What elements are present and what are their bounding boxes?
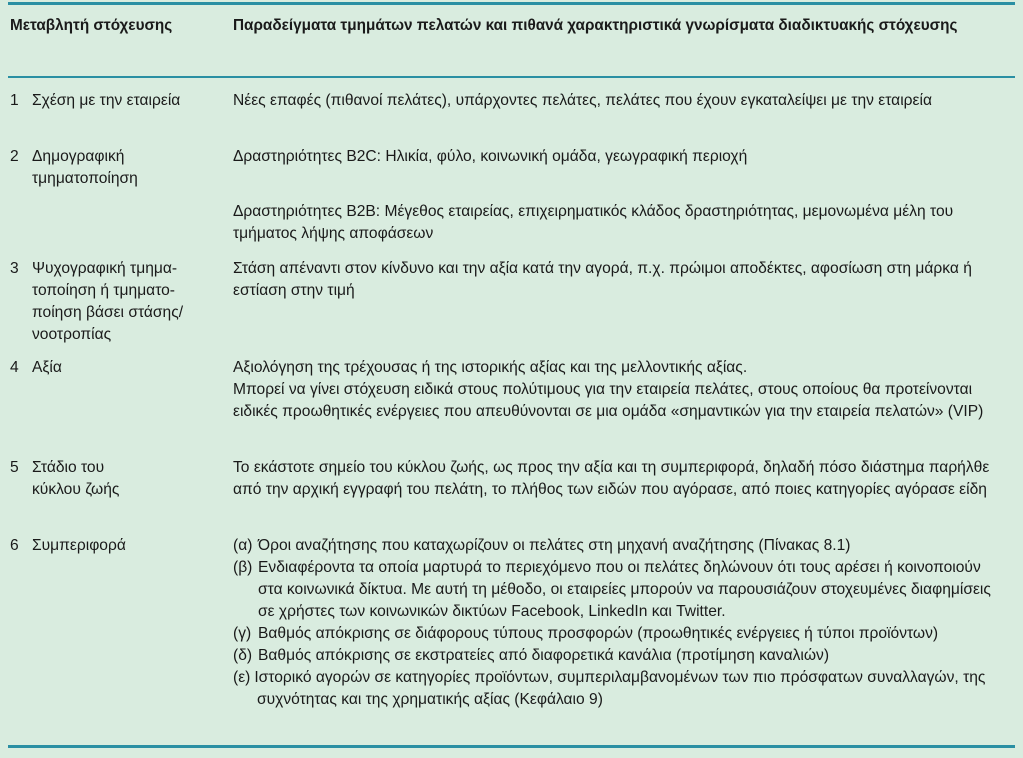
row-description-line: Αξιολόγηση της τρέχουσας ή της ιστορικής αξίας και της μελλοντικής αξίας. xyxy=(233,359,748,376)
list-item-marker: (γ) xyxy=(233,625,252,642)
row-label-line: Ψυχογραφική τμημα- xyxy=(32,260,178,277)
row-description: Δραστηριότητες B2C: Ηλικία, φύλο, κοινωνική ομάδα, γεωγραφική περιοχή xyxy=(233,148,748,165)
header-rule xyxy=(8,76,1015,78)
row-number: 1 xyxy=(10,92,19,109)
row-number: 5 xyxy=(10,459,19,476)
list-item xyxy=(233,667,992,711)
row-label-line: νοοτροπίας xyxy=(32,326,112,343)
list-item xyxy=(233,535,1003,557)
list-item xyxy=(233,645,1003,667)
list-item xyxy=(233,623,978,645)
row-description xyxy=(233,357,1013,423)
list-item-text: Ενδιαφέροντα τα οποία μαρτυρά το περιεχόμενο που οι πελάτες δηλώνουν ότι τους αρέσει ή κοινοποιούν στα κοινωνικά δίκτυα. Με αυτή τη μέθοδο, οι εταιρείες μπορούν να παρουσιάζουν στοχευμένες διαφημίσεις σε χρήστες των κοινωνικών δικτύων Facebook, LinkedIn και Twitter. xyxy=(258,559,991,620)
row-description: Το εκάστοτε σημείο του κύκλου ζωής, ως προς την αξία και τη συμπεριφορά, δηλαδή πόσο διάστημα παρήλθε από την αρχική εγγραφή του πελάτη, το πλήθος των ειδών που αγόρασε, από ποιες κατηγορίες αγόρασε είδη xyxy=(233,459,990,498)
list-item-text: Όροι αναζήτησης που καταχωρίζουν οι πελάτες στη μηχανή αναζήτησης (Πίνακας 8.1) xyxy=(258,537,851,554)
row-description: Στάση απέναντι στον κίνδυνο και την αξία κατά την αγορά, π.χ. πρώιμοι αποδέκτες, αφοσίωση στη μάρκα ή εστίαση στην τιμή xyxy=(233,260,972,299)
row-label: Στάδιο του κύκλου ζωής xyxy=(32,459,120,498)
row-description xyxy=(233,535,1003,711)
header-col-variable: Μεταβλητή στόχευσης xyxy=(10,17,173,34)
table-top-rule xyxy=(8,2,1015,5)
list-item-text: Βαθμός απόκρισης σε εκστρατείες από διαφορετικά κανάλια (προτίμηση καναλιών) xyxy=(258,647,830,664)
row-label-line: ποίηση βάσει στάσης/ xyxy=(32,304,184,321)
row-label-line: τοποίηση ή τμηματο- xyxy=(32,282,175,299)
row-description-line: Μπορεί να γίνει στόχευση ειδικά στους πολύτιμους για την εταιρεία πελάτες, στους οποίους θα προτείνονται ειδικές προωθητικές ενέργειες που απευθύνονται σε μια ομάδα «σημαντικών για την εταιρεία πελατών» (VIP) xyxy=(233,381,984,420)
row-number: 2 xyxy=(10,148,19,165)
row-label: Συμπεριφορά xyxy=(32,537,126,554)
list-item-marker: (ε) xyxy=(233,669,251,686)
row-number: 6 xyxy=(10,537,19,554)
row-label xyxy=(32,258,217,346)
list-item-marker: (α) xyxy=(233,537,253,554)
list-item-marker: (δ) xyxy=(233,647,253,664)
table-bottom-rule xyxy=(8,745,1015,748)
list-item xyxy=(233,557,1003,623)
row-number: 3 xyxy=(10,260,19,277)
row-label: Σχέση με την εταιρεία xyxy=(32,92,181,109)
row-description: Δραστηριότητες B2B: Μέγεθος εταιρείας, επιχειρηματικός κλάδος δραστηριότητας, μεμονωμένα μέλη του τμήματος λήψης αποφάσεων xyxy=(233,203,954,242)
row-description: Νέες επαφές (πιθανοί πελάτες), υπάρχοντες πελάτες, πελάτες που έχουν εγκαταλείψει με την εταιρεία xyxy=(233,92,932,109)
row-label: Δημογραφική τμηματοποίηση xyxy=(32,148,138,187)
list-item-text: Ιστορικό αγορών σε κατηγορίες προϊόντων, συμπεριλαμβανομένων των πιο πρόσφατων συναλλαγών, της συχνότητας και της χρηματικής αξίας (Κεφάλαιο 9) xyxy=(254,669,986,708)
row-label: Αξία xyxy=(32,359,62,376)
row-number: 4 xyxy=(10,359,19,376)
list-item-text: Βαθμός απόκρισης σε διάφορους τύπους προσφορών (προωθητικές ενέργειες ή τύποι προϊόντων) xyxy=(258,625,939,642)
list-item-marker: (β) xyxy=(233,559,253,576)
header-col-examples: Παραδείγματα τμημάτων πελατών και πιθανά χαρακτηριστικά γνωρίσματα διαδικτυακής στόχευσης xyxy=(233,17,958,34)
